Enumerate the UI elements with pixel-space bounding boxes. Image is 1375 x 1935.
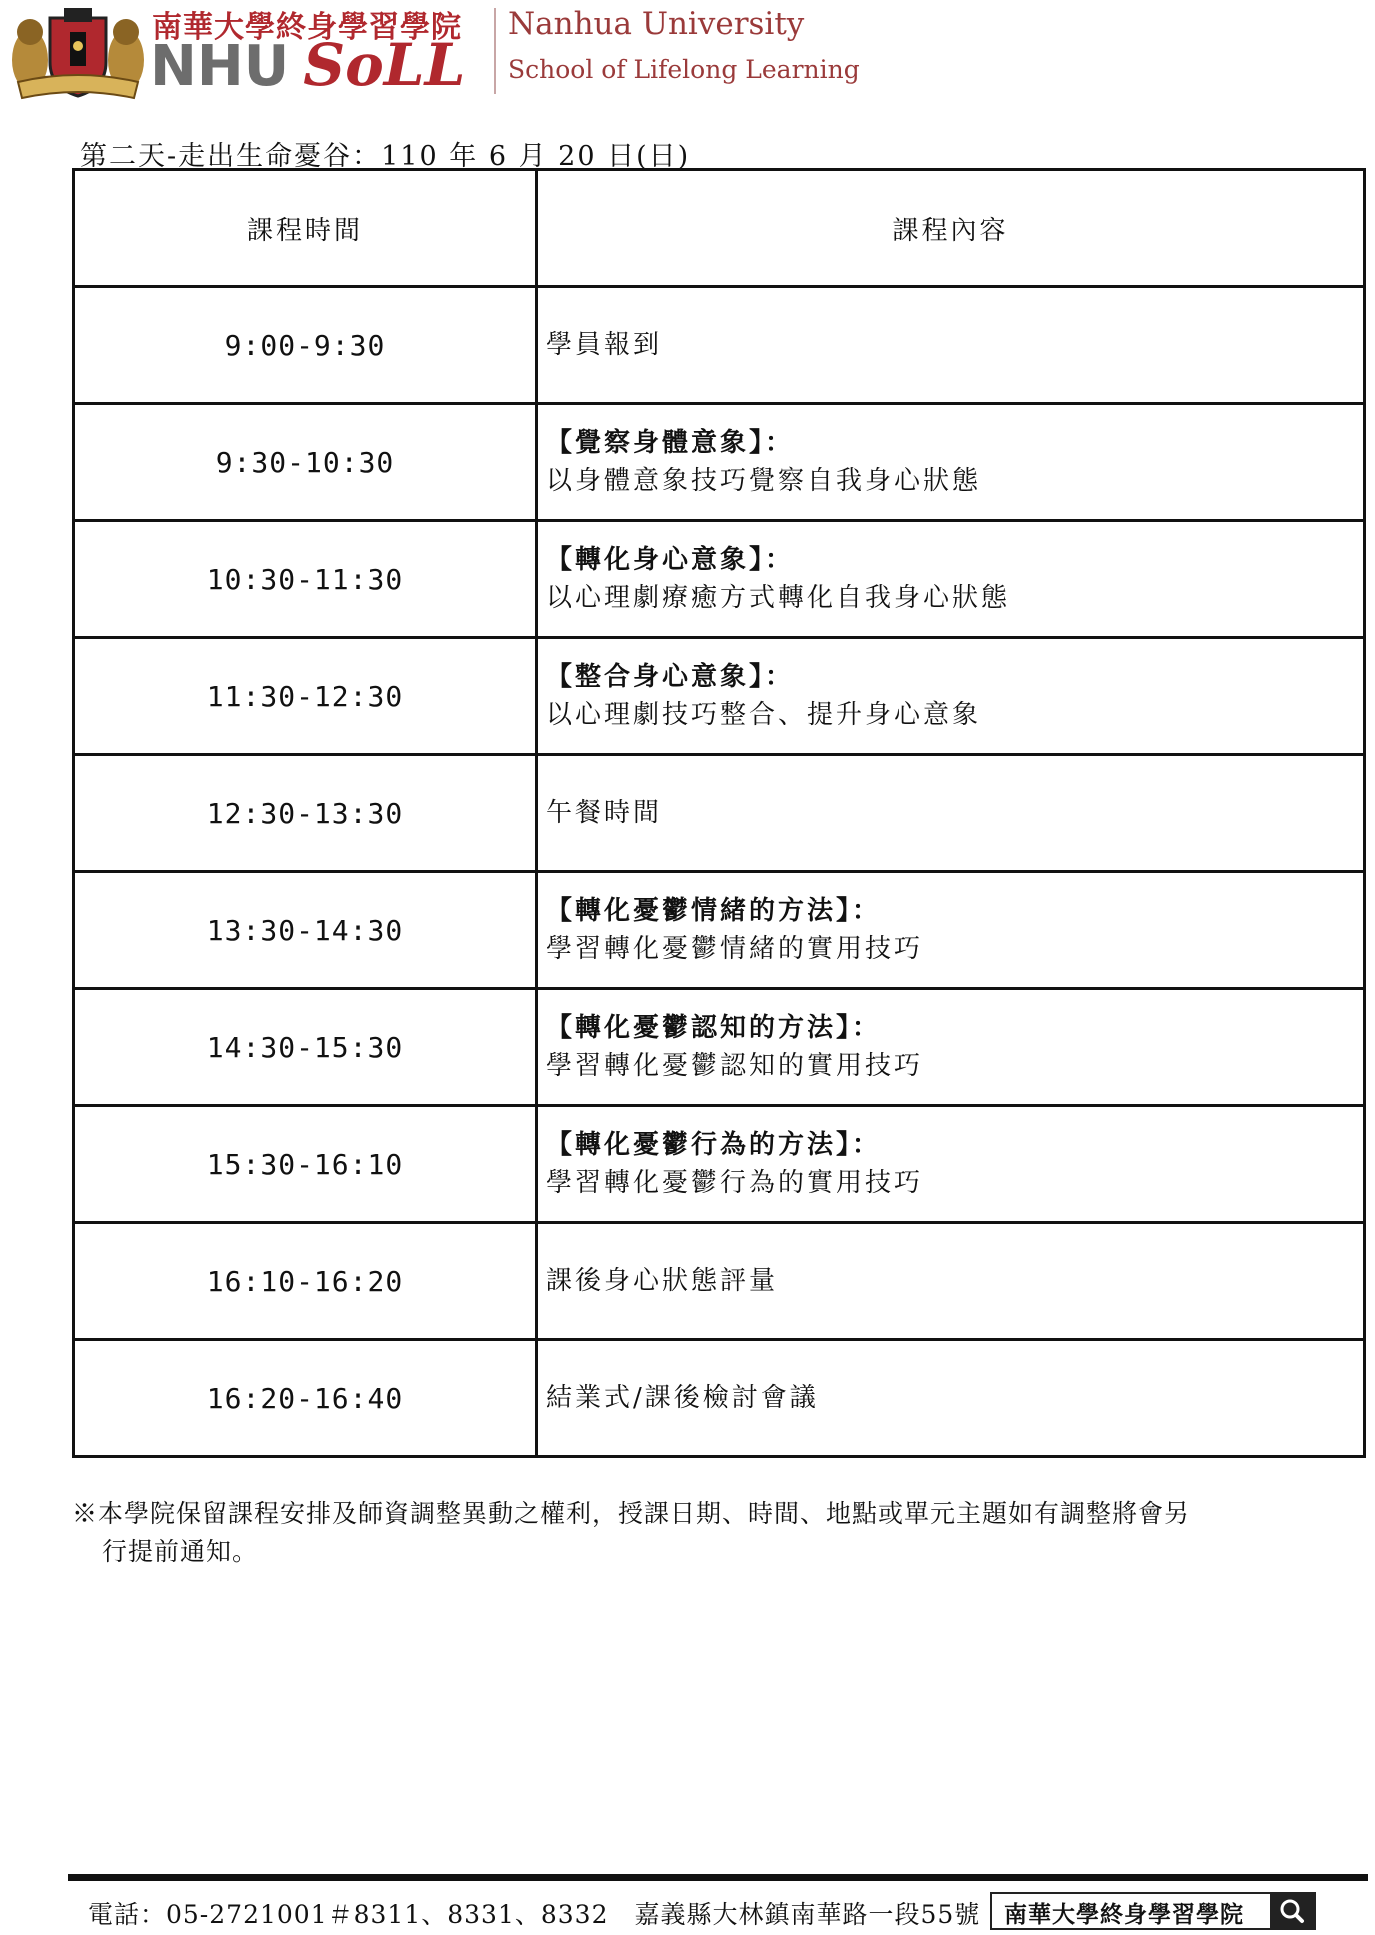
session-time: 16:10-16:20 [74,1223,537,1340]
session-topic: 【覺察身體意象】： [546,428,795,458]
session-content [537,1223,1365,1340]
table-row [74,638,1365,755]
session-time: 14:30-15:30 [74,989,537,1106]
session-content [537,872,1365,989]
footer-address: 嘉義縣大林鎮南華路一段55號 [634,1900,981,1929]
session-desc: 午餐時間 [546,798,663,828]
search-button[interactable] [1270,1894,1314,1928]
table-row [74,287,1365,404]
schedule-note [72,1495,1372,1571]
session-desc: 學習轉化憂鬱情緒的實用技巧 [546,934,924,964]
session-topic: 【轉化憂鬱認知的方法】： [546,1013,882,1043]
header-divider [494,8,496,94]
table-row [74,1106,1365,1223]
session-topic: 【整合身心意象】： [546,662,795,692]
session-content [537,638,1365,755]
logo-chinese-name: 南華大學終身學習學院 [152,10,462,45]
table-row [74,1340,1365,1457]
session-time: 15:30-16:10 [74,1106,537,1223]
session-topic: 【轉化身心意象】： [546,545,795,575]
footer-contact [88,1895,980,1931]
header-time: 課程時間 [74,170,537,287]
table-row [74,404,1365,521]
session-time: 16:20-16:40 [74,1340,537,1457]
table-row [74,872,1365,989]
page-header [0,0,1375,110]
session-desc: 學習轉化憂鬱認知的實用技巧 [546,1051,924,1081]
session-desc: 以身體意象技巧覺察自我身心狀態 [546,466,982,496]
session-desc: 以心理劇療癒方式轉化自我身心狀態 [546,583,1011,613]
note-line1: ※本學院保留課程安排及師資調整異動之權利，授課日期、時間、地點或單元主題如有調整將會另 [72,1499,1191,1528]
note-line2: 行提前通知。 [102,1537,259,1566]
schedule-table [72,168,1366,1458]
table-row [74,521,1365,638]
school-name-line1: Nanhua University [508,6,805,42]
logo-soll: SoLL [303,31,466,99]
session-time: 11:30-12:30 [74,638,537,755]
school-name-line2: School of Lifelong Learning [508,55,860,84]
session-desc: 學員報到 [546,330,663,360]
session-content [537,755,1365,872]
session-content [537,1106,1365,1223]
session-content [537,521,1365,638]
footer-search-box[interactable] [990,1892,1316,1930]
session-time: 9:00-9:30 [74,287,537,404]
session-time: 9:30-10:30 [74,404,537,521]
session-time: 12:30-13:30 [74,755,537,872]
header-content: 課程內容 [537,170,1365,287]
table-row [74,1223,1365,1340]
session-desc: 結業式/課後檢討會議 [546,1383,819,1413]
session-time: 13:30-14:30 [74,872,537,989]
session-topic: 【轉化憂鬱行為的方法】： [546,1130,882,1160]
table-row [74,989,1365,1106]
footer-rule [68,1874,1368,1881]
nhu-emblem-icon [8,2,148,106]
logo-english-wordmark [150,31,466,109]
session-desc: 學習轉化憂鬱行為的實用技巧 [546,1168,924,1198]
logo-nhu: NHU [150,34,290,99]
footer-search-label: 南華大學終身學習學院 [1004,1902,1244,1928]
session-desc: 課後身心狀態評量 [546,1266,779,1296]
session-time: 10:30-11:30 [74,521,537,638]
table-header-row [74,170,1365,287]
table-row [74,755,1365,872]
day-title: 第二天-走出生命憂谷：110 年 6 月 20 日(日) [80,141,691,172]
magnifier-icon [1270,1894,1314,1928]
footer-phone: 電話：05-2721001＃8311、8331、8332 [88,1900,609,1929]
session-topic: 【轉化憂鬱情緒的方法】： [546,896,882,926]
session-content [537,404,1365,521]
session-content [537,989,1365,1106]
session-desc: 以心理劇技巧整合、提升身心意象 [546,700,982,730]
session-content [537,287,1365,404]
session-content [537,1340,1365,1457]
